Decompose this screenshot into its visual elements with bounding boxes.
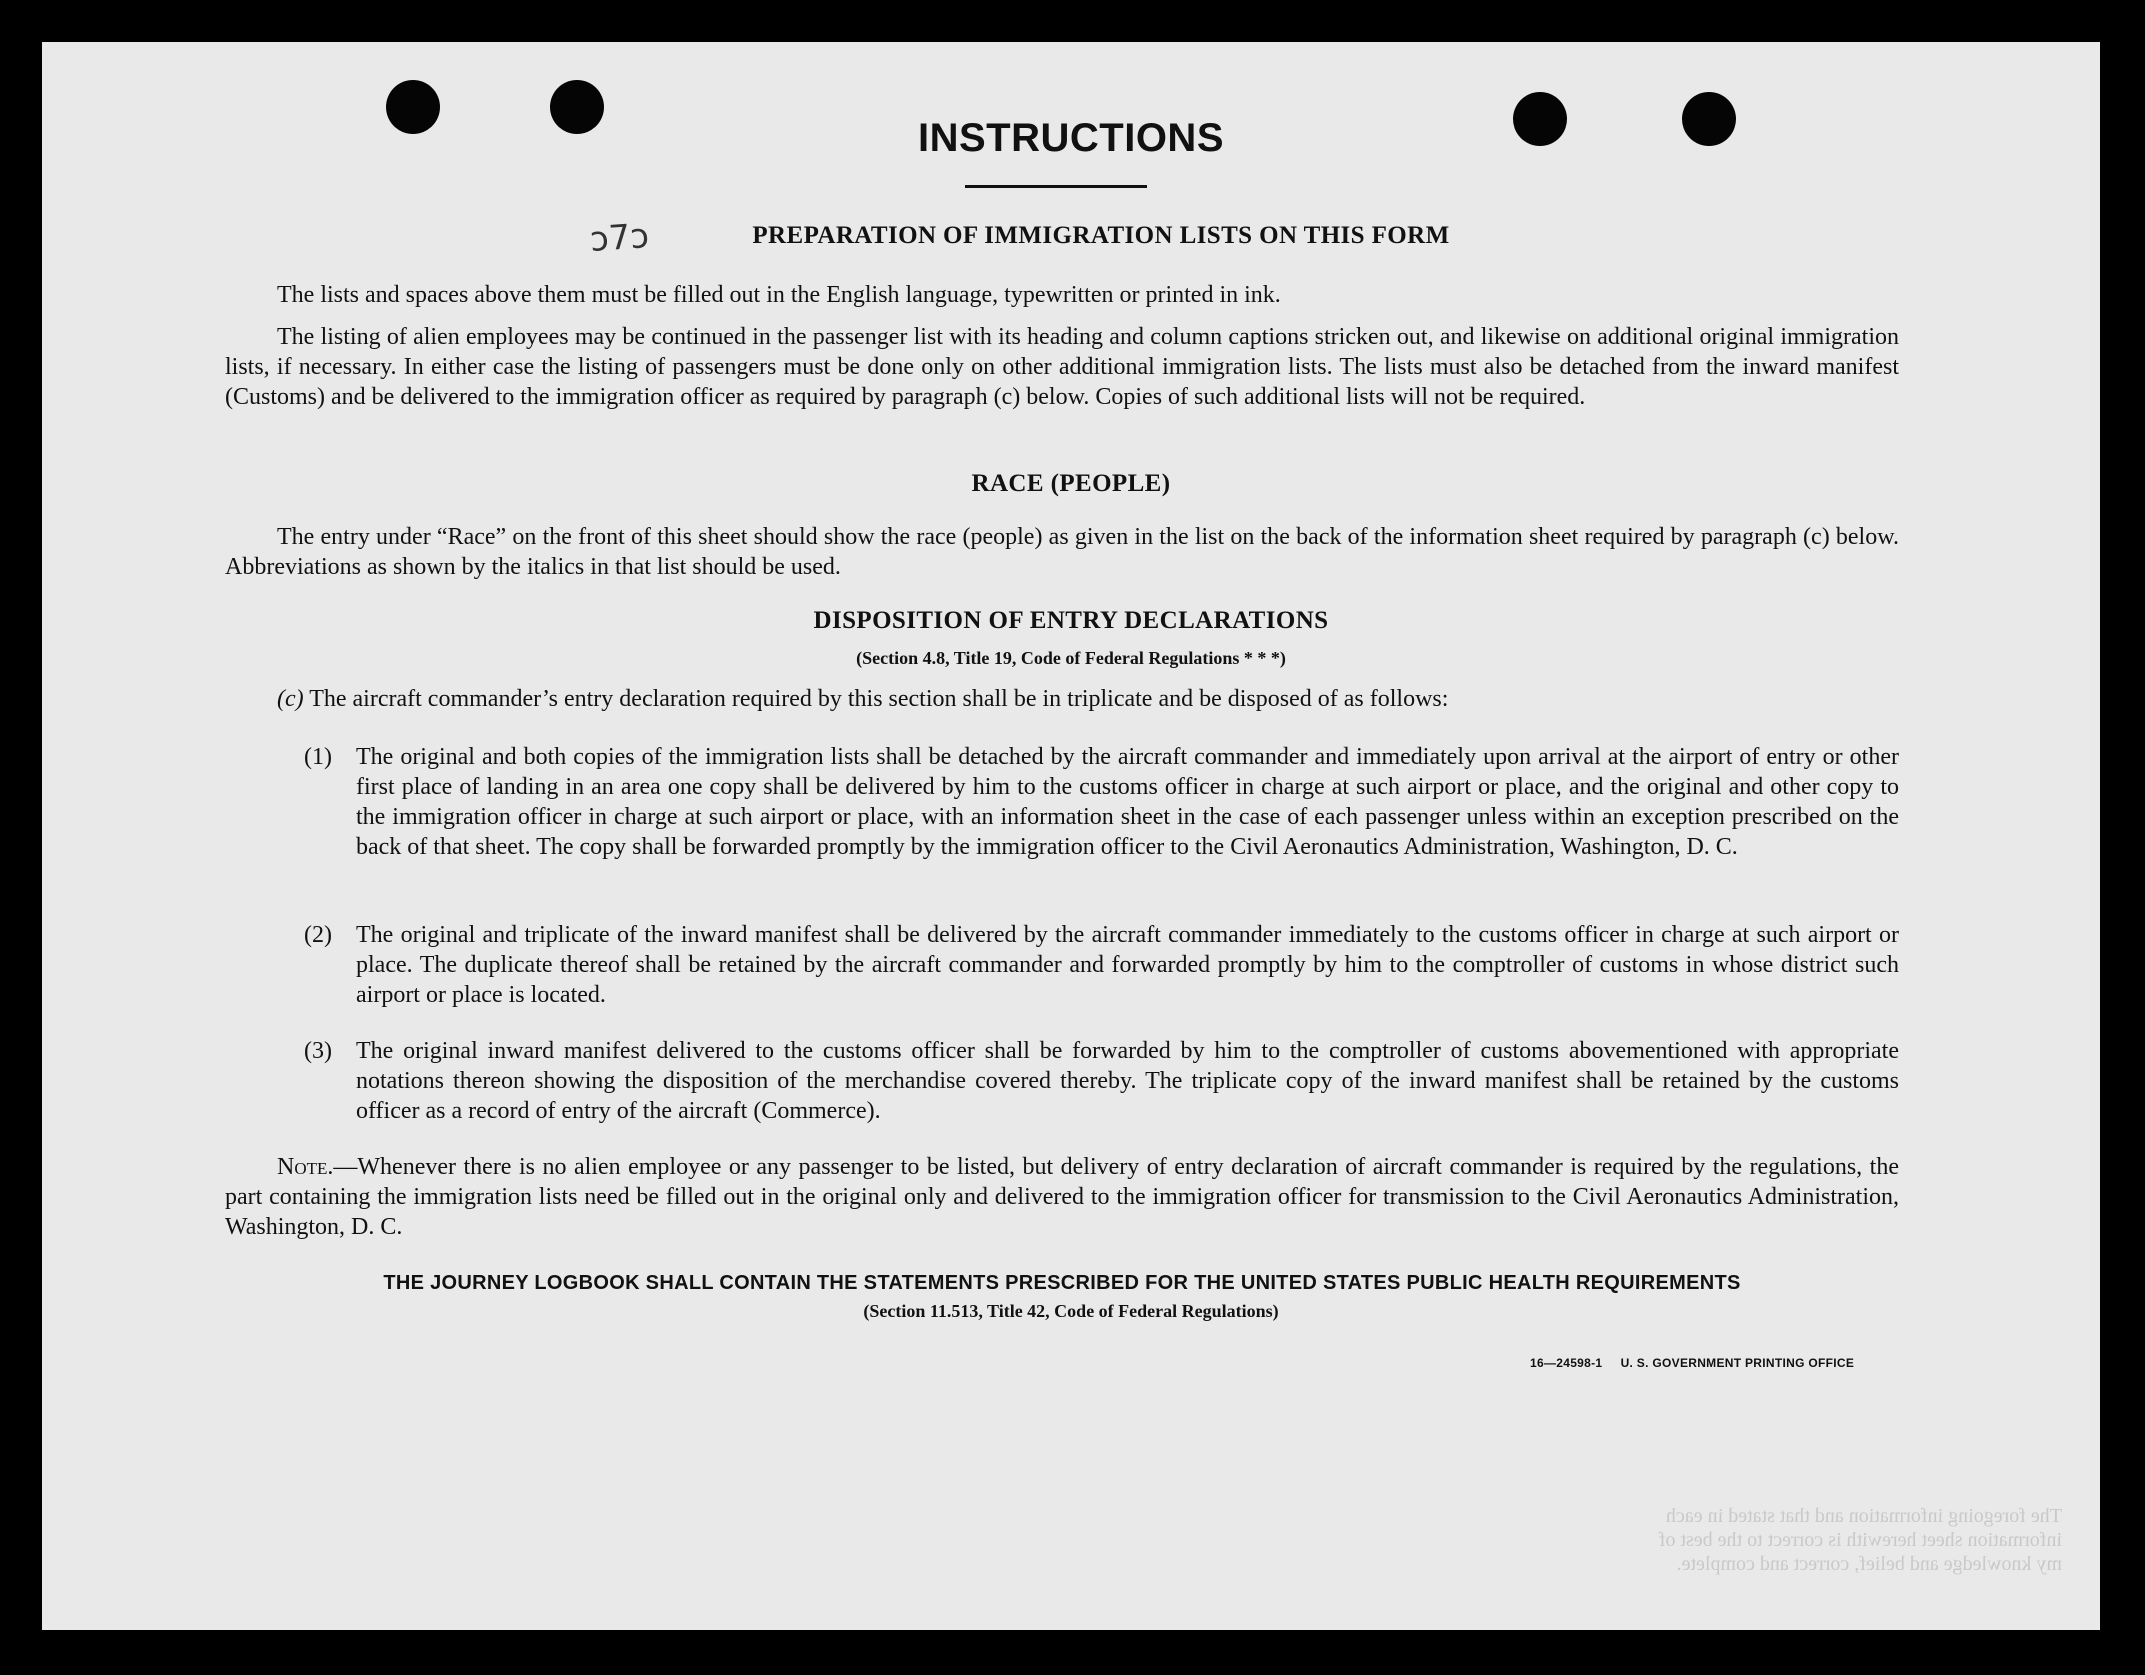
item-number: (1) xyxy=(304,744,332,770)
race-heading: RACE (PEOPLE) xyxy=(971,470,1171,497)
disposition-item-3 xyxy=(304,1036,1899,1126)
item-text: The original and triplicate of the inward manifest shall be delivered by the aircraft commander immediately to the customs officer in charge at such airport or place. The duplicate thereof shall be retained by the aircraft commander and forwarded promptly by him to the comptroller of customs in whose district such airport or place is located. xyxy=(356,922,1899,1008)
disposition-lead xyxy=(277,684,1899,714)
title-underline xyxy=(965,185,1147,188)
preparation-paragraph-2: The listing of alien employees may be continued in the passenger list with its heading and column captions stricken out, and likewise on additional original immigration lists, if necessary. In either case the listing of passengers must be done only on other additional immigration lists. The lists must also be detached from the inward manifest (Customs) and be delivered to the immigration officer as required by paragraph (c) below. Copies of such additional lists will not be required. xyxy=(225,324,1899,410)
disposition-heading: DISPOSITION OF ENTRY DECLARATIONS xyxy=(813,607,1329,634)
page-title: INSTRUCTIONS xyxy=(918,116,1224,160)
race-paragraph: The entry under “Race” on the front of this sheet should show the race (people) as given in the list on the back of the information sheet required by paragraph (c) below. Abbreviations as shown by the italics in that list should be used. xyxy=(225,524,1899,580)
printing-imprint xyxy=(1530,1356,1854,1370)
item-text: The original and both copies of the immigration lists shall be detached by the aircraft commander and immediately upon arrival at the airport of entry or other first place of landing in an area one copy shall be delivered by him to the customs officer in charge at such airport or place, and the original and other copy to the immigration officer in charge at such airport or place, with an information sheet in the case of each passenger unless within an exception prescribed on the back of that sheet. The copy shall be forwarded promptly by the immigration officer to the Civil Aeronautics Administration, Washington, D. C. xyxy=(356,744,1899,860)
item-number: (3) xyxy=(304,1038,332,1064)
preparation-paragraph-1: The lists and spaces above them must be filled out in the English language, typewritten or printed in ink. xyxy=(277,282,1281,308)
preparation-heading: PREPARATION OF IMMIGRATION LISTS ON THIS FORM xyxy=(752,222,1450,249)
disposition-item-1 xyxy=(304,742,1899,862)
printing-office: U. S. GOVERNMENT PRINTING OFFICE xyxy=(1620,1356,1855,1370)
note-paragraph xyxy=(225,1152,1899,1242)
item-text: The original inward manifest delivered to the customs officer shall be forwarded by him to the comptroller of customs abovementioned with appropriate notations thereon showing the disposition of the merchandise covered thereby. The triplicate copy of the inward manifest shall be retained by the customs officer as a record of entry of the aircraft (Commerce). xyxy=(356,1038,1899,1124)
handwritten-annotation: ↄ7ↄ xyxy=(588,215,651,261)
note-label: Note xyxy=(277,1154,328,1180)
public-health-citation: (Section 11.513, Title 42, Code of Federal Regulations) xyxy=(863,1301,1279,1321)
paragraph-c-text: The aircraft commander’s entry declaration required by this section shall be in triplicate and be disposed of as follows: xyxy=(309,686,1449,712)
paragraph-c-label: (c) xyxy=(277,686,304,712)
item-number: (2) xyxy=(304,922,332,948)
disposition-item-2 xyxy=(304,920,1899,1010)
note-text: .—Whenever there is no alien employee or any passenger to be listed, but delivery of entry declaration of aircraft commander is required by the regulations, the part containing the immigration lists need be filled out in the original only and delivered to the immigration officer for transmission to the Civil Aeronautics Administration, Washington, D. C. xyxy=(225,1154,1899,1240)
form-code: 16—24598-1 xyxy=(1530,1356,1603,1370)
disposition-citation: (Section 4.8, Title 19, Code of Federal Regulations * * *) xyxy=(856,648,1286,668)
public-health-statement: THE JOURNEY LOGBOOK SHALL CONTAIN THE STATEMENTS PRESCRIBED FOR THE UNITED STATES PUBLIC HEALTH REQUIREMENTS xyxy=(383,1272,1741,1294)
bleed-through-text: The foregoing information and that stated in each information sheet herewith is correct to the best of my knowledge and belief, correct and complete. xyxy=(1658,1505,2062,1575)
document-page xyxy=(42,42,2100,1630)
